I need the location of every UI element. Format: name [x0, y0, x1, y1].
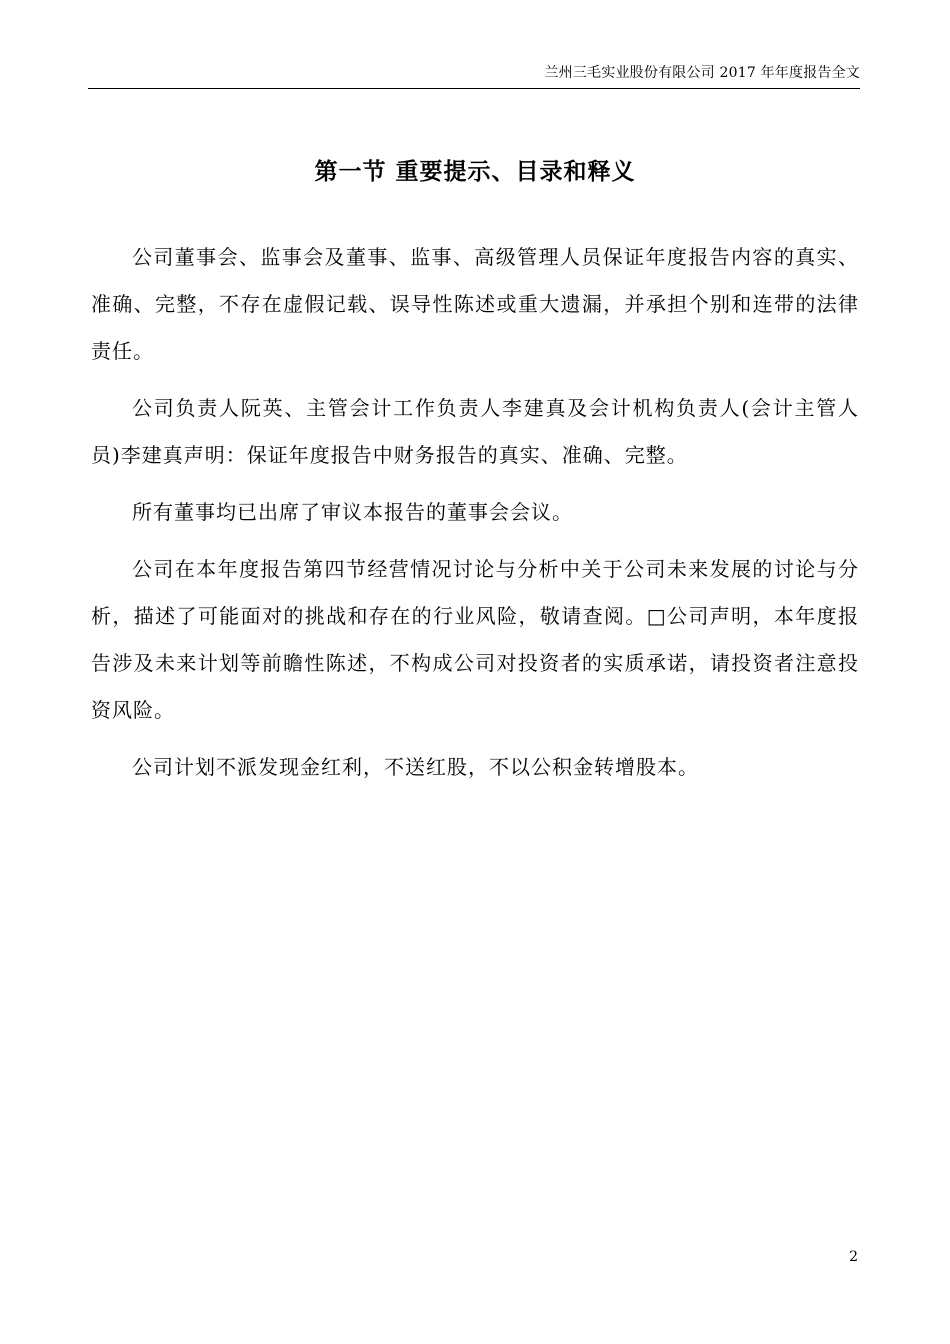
section-title: 第一节 重要提示、目录和释义 [314, 158, 636, 185]
paragraph-board-attendance: 所有董事均已出席了审议本报告的董事会会议。 [132, 500, 573, 524]
paragraph-risk-notice: 公司在本年度报告第四节经营情况讨论与分析中关于公司未来发展的讨论与分析，描述了可能面对的挑战和存在的行业风险，敬请查阅。□公司声明，本年度报告涉及未来计划等前瞻性陈述，不构成公司对投资者的实质承诺，请投资者注意投资风险。 [91, 557, 859, 722]
document-body [91, 234, 859, 801]
page-number: 2 [849, 1249, 858, 1265]
header-title: 兰州三毛实业股份有限公司 2017 年年度报告全文 [544, 65, 860, 81]
paragraph-responsibility-statement: 公司董事会、监事会及董事、监事、高级管理人员保证年度报告内容的真实、准确、完整，不存在虚假记载、误导性陈述或重大遗漏，并承担个别和连带的法律责任。 [91, 245, 859, 363]
page-header [88, 60, 860, 89]
paragraph-dividend-plan: 公司计划不派发现金红利，不送红股，不以公积金转增股本。 [132, 755, 699, 779]
paragraph-financial-declaration: 公司负责人阮英、主管会计工作负责人李建真及会计机构负责人(会计主管人员)李建真声明：保证年度报告中财务报告的真实、准确、完整。 [91, 396, 859, 467]
